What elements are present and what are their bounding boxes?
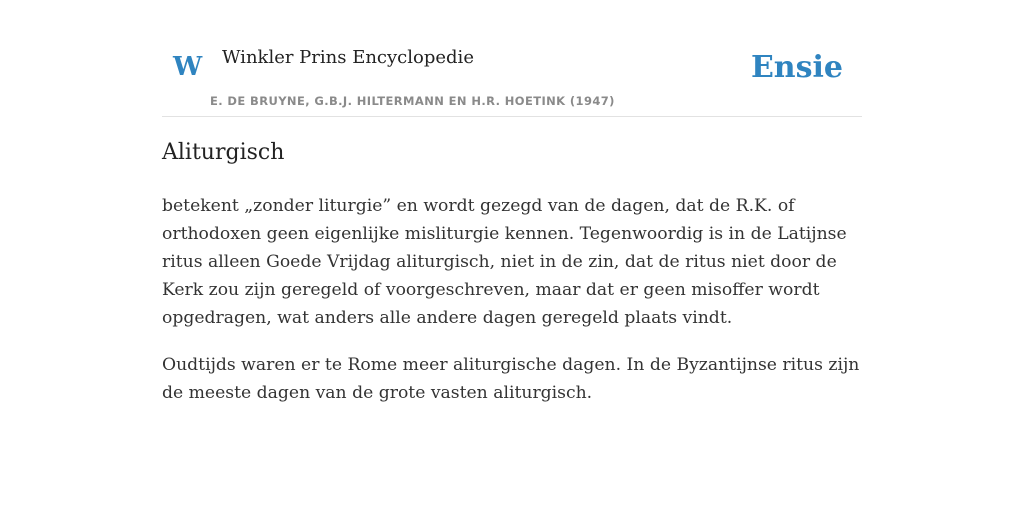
article-paragraph: Oudtijds waren er te Rome meer aliturgische dagen. In de Byzantijnse ritus zijn de meeste dagen van de grote vasten aliturgisch. <box>162 355 860 403</box>
source-authors: E. DE BRUYNE, G.B.J. HILTERMANN EN H.R. HOETINK (1947) <box>210 94 615 108</box>
source-header <box>162 40 862 117</box>
article-body <box>162 192 862 426</box>
article-title: Aliturgisch <box>162 140 285 165</box>
source-title-link[interactable]: Winkler Prins Encyclopedie <box>222 47 474 68</box>
article-paragraph: betekent „zonder liturgie” en wordt gezegd van de dagen, dat de R.K. of orthodoxen geen eigenlijke misliturgie kennen. Tegenwoordig is in de Latijnse ritus alleen Goede Vrijdag aliturgisch, niet in de zin, dat de ritus niet door de Kerk zou zijn geregeld of voorgeschreven, maar dat er geen misoffer wordt opgedragen, wat anders alle andere dagen geregeld plaats vindt. <box>162 196 847 328</box>
ensie-logo-link[interactable]: Ensie <box>750 50 843 85</box>
winkler-prins-logo[interactable]: W <box>173 52 203 82</box>
